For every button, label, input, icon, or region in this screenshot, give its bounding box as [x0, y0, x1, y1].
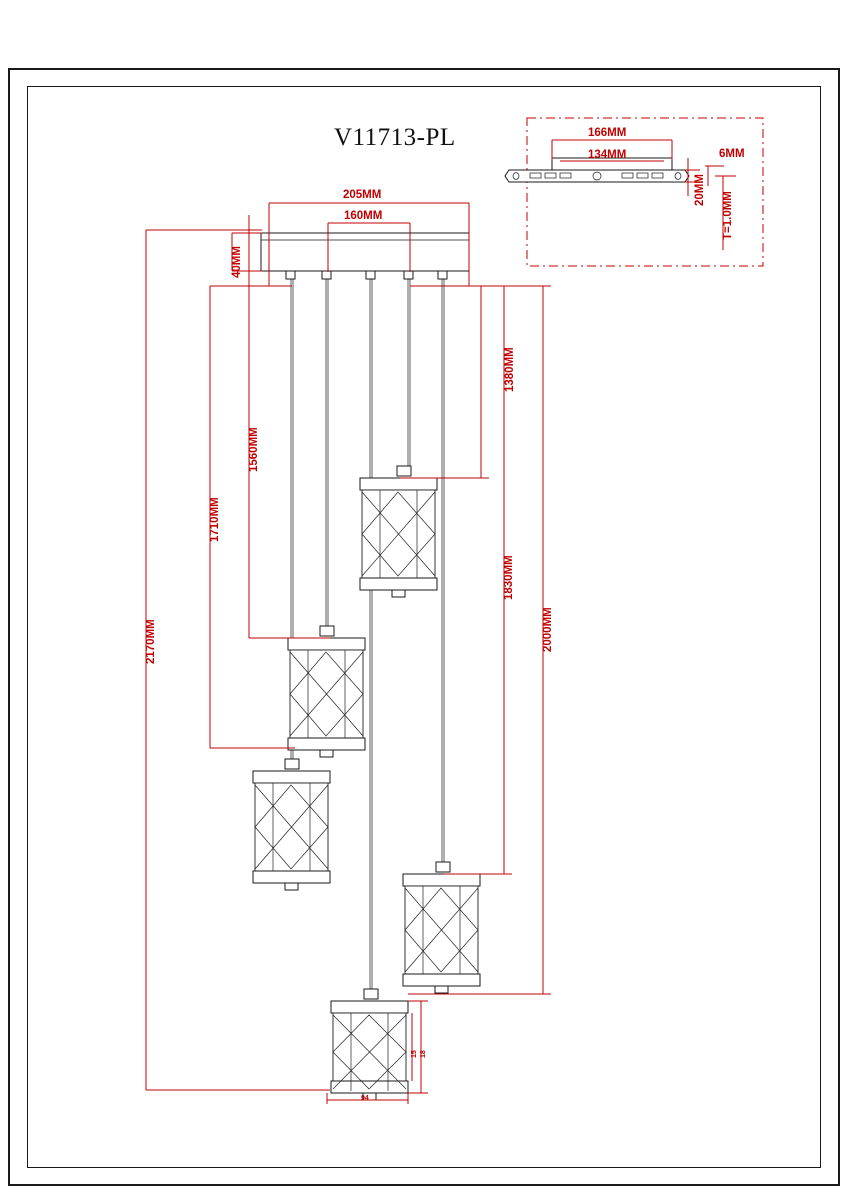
dim-tab-height: 6MM	[719, 148, 745, 160]
dim-drop-1710: 1710MM	[209, 497, 221, 542]
dim-shade-mark-2: 15	[411, 1050, 418, 1058]
detail-mounting-plate	[505, 158, 689, 182]
dim-drop-1560: 1560MM	[248, 427, 260, 472]
dim-canopy-inner: 160MM	[344, 210, 383, 222]
dim-total-height: 2170MM	[145, 619, 157, 664]
detail-dimension-lines	[552, 140, 736, 250]
dim-drop-1830: 1830MM	[503, 555, 515, 600]
dim-plate-outer: 166MM	[588, 127, 627, 139]
dim-shade-width: 94	[361, 1095, 369, 1102]
dim-drop-1380: 1380MM	[504, 347, 516, 392]
lamp-shade-2	[288, 626, 365, 757]
ceiling-canopy	[261, 233, 469, 279]
dim-canopy-outer: 205MM	[343, 189, 382, 201]
dim-drop-2000: 2000MM	[542, 607, 554, 652]
dim-thickness: T=1.0MM	[722, 191, 734, 240]
lamp-shade-5	[331, 989, 408, 1100]
lamp-shade-3	[253, 759, 330, 890]
dim-shade-mark-1: 18	[420, 1050, 427, 1058]
lamp-shade-1	[360, 466, 437, 597]
dim-canopy-thickness: 40MM	[231, 246, 243, 278]
lamp-shade-4	[403, 862, 480, 993]
page-title: V11713-PL	[334, 124, 456, 151]
dim-plate-height: 20MM	[694, 174, 706, 206]
dim-plate-inner: 134MM	[588, 149, 627, 161]
